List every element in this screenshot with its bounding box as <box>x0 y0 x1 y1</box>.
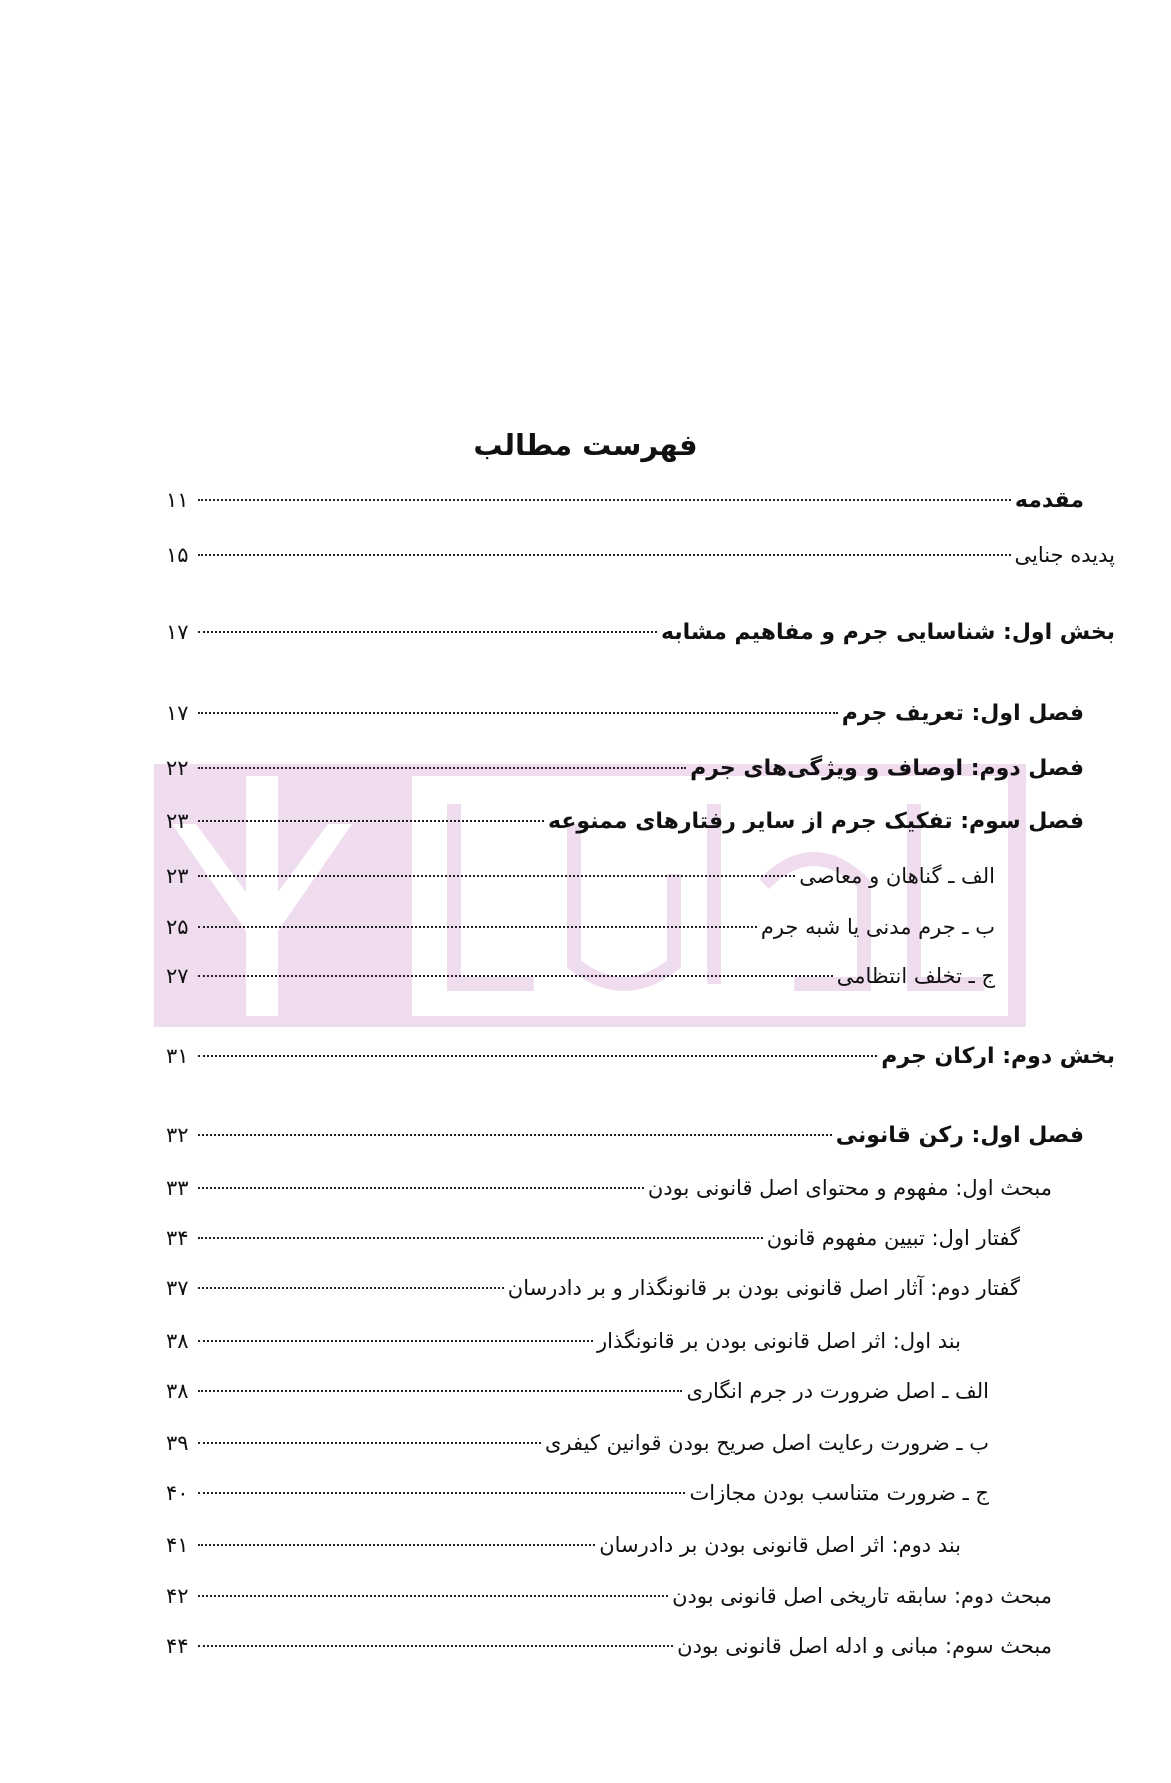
dot-leader <box>198 1492 685 1494</box>
dot-leader <box>198 1287 504 1289</box>
dot-leader <box>198 975 833 977</box>
toc-entry-label: ج ـ ضرورت متناسب بودن مجازات <box>689 1481 989 1505</box>
toc-entry[interactable] <box>166 915 995 949</box>
dot-leader <box>198 1340 593 1342</box>
toc-entry-label: گفتار اول: تبیین مفهوم قانون <box>766 1226 1020 1250</box>
toc-entry[interactable] <box>166 1226 1020 1260</box>
toc-entry-label: بند اول: اثر اصل قانونی بودن بر قانونگذار <box>596 1329 961 1353</box>
toc-entry-label: گفتار دوم: آثار اصل قانونی بودن بر قانونگذار و بر دادرسان <box>507 1276 1020 1300</box>
toc-entry-page: ۱۱ <box>166 488 189 512</box>
toc-entry[interactable] <box>166 1123 1084 1157</box>
dot-leader <box>198 499 1011 501</box>
toc-entry-page: ۱۷ <box>166 620 189 644</box>
toc-entry-label: فصل سوم: تفکیک جرم از سایر رفتارهای ممنوعه <box>548 809 1084 834</box>
toc-entry-page: ۳۴ <box>166 1226 189 1250</box>
dot-leader <box>198 926 757 928</box>
toc-entry-label: بخش دوم: ارکان جرم <box>881 1044 1115 1069</box>
toc-entry-page: ۴۲ <box>166 1584 189 1608</box>
toc-entry-page: ۱۷ <box>166 701 189 725</box>
dot-leader <box>198 1645 673 1647</box>
toc-entry-page: ۲۳ <box>166 864 189 888</box>
toc-entry-label: الف ـ گناهان و معاصی <box>799 864 995 888</box>
toc-entry[interactable] <box>166 1533 961 1567</box>
toc-entry[interactable] <box>166 964 995 998</box>
toc-entry-page: ۳۳ <box>166 1176 189 1200</box>
toc-entry-label: فصل اول: رکن قانونی <box>835 1123 1084 1148</box>
dot-leader <box>198 1595 668 1597</box>
toc-entry[interactable] <box>166 701 1084 735</box>
toc-entry-label: مبحث دوم: سابقه تاریخی اصل قانونی بودن <box>672 1584 1052 1608</box>
toc-entry-page: ۲۵ <box>166 915 189 939</box>
dot-leader <box>198 1442 541 1444</box>
toc-entry[interactable] <box>166 1044 1115 1078</box>
toc-entry[interactable] <box>166 1481 989 1515</box>
dot-leader <box>198 875 795 877</box>
toc-entry[interactable] <box>166 756 1084 790</box>
toc-entry[interactable] <box>166 543 1115 577</box>
toc-entry[interactable] <box>166 1329 961 1363</box>
toc-entry-page: ۴۱ <box>166 1533 189 1557</box>
toc-entry-page: ۳۷ <box>166 1276 189 1300</box>
toc-entry-page: ۴۰ <box>166 1481 189 1505</box>
toc-entry-page: ۲۷ <box>166 964 189 988</box>
toc-entry-page: ۳۲ <box>166 1123 189 1147</box>
toc-entry[interactable] <box>166 1584 1052 1618</box>
toc-entry-label: فصل اول: تعریف جرم <box>841 701 1084 726</box>
toc-entry-label: ب ـ ضرورت رعایت اصل صریح بودن قوانین کیفری <box>544 1431 989 1455</box>
dot-leader <box>198 1390 682 1392</box>
toc-entry-page: ۱۵ <box>166 543 189 567</box>
toc-entry-page: ۲۳ <box>166 809 189 833</box>
toc-entry-label: ب ـ جرم مدنی یا شبه جرم <box>760 915 995 939</box>
dot-leader <box>198 1055 877 1057</box>
toc-entry[interactable] <box>166 1276 1020 1310</box>
toc-entry-label: پدیده جنایی <box>1014 543 1115 567</box>
toc-entry[interactable] <box>166 620 1115 654</box>
page-title: فهرست مطالب <box>473 428 698 462</box>
dot-leader <box>198 554 1011 556</box>
dot-leader <box>198 631 657 633</box>
toc-entry[interactable] <box>166 1379 989 1413</box>
toc-entry-label: الف ـ اصل ضرورت در جرم انگاری <box>686 1379 989 1403</box>
toc-entry-label: بند دوم: اثر اصل قانونی بودن بر دادرسان <box>599 1533 961 1557</box>
dot-leader <box>198 1237 763 1239</box>
dot-leader <box>198 767 686 769</box>
toc-entry-page: ۳۱ <box>166 1044 189 1068</box>
toc-entry-label: مبحث سوم: مبانی و ادله اصل قانونی بودن <box>677 1634 1052 1658</box>
dot-leader <box>198 820 544 822</box>
toc-entry-label: بخش اول: شناسایی جرم و مفاهیم مشابه <box>661 620 1115 645</box>
toc-entry[interactable] <box>166 488 1084 522</box>
toc-entry-label: ج ـ تخلف انتظامی <box>836 964 995 988</box>
toc-entry[interactable] <box>166 1431 989 1465</box>
toc-entry[interactable] <box>166 1176 1052 1210</box>
dot-leader <box>198 712 838 714</box>
toc-entry[interactable] <box>166 1634 1052 1668</box>
dot-leader <box>198 1187 644 1189</box>
toc-entry-page: ۲۲ <box>166 756 189 780</box>
toc-entry[interactable] <box>166 864 995 898</box>
toc-entry[interactable] <box>166 809 1084 843</box>
toc-entry-label: مبحث اول: مفهوم و محتوای اصل قانونی بودن <box>647 1176 1052 1200</box>
toc-entry-label: فصل دوم: اوصاف و ویژگی‌های جرم <box>690 756 1084 781</box>
toc-entry-page: ۳۸ <box>166 1379 189 1403</box>
toc-entry-label: مقدمه <box>1014 488 1084 513</box>
dot-leader <box>198 1134 832 1136</box>
dot-leader <box>198 1544 595 1546</box>
toc-entry-page: ۳۸ <box>166 1329 189 1353</box>
toc-entry-page: ۳۹ <box>166 1431 189 1455</box>
toc-entry-page: ۴۴ <box>166 1634 189 1658</box>
